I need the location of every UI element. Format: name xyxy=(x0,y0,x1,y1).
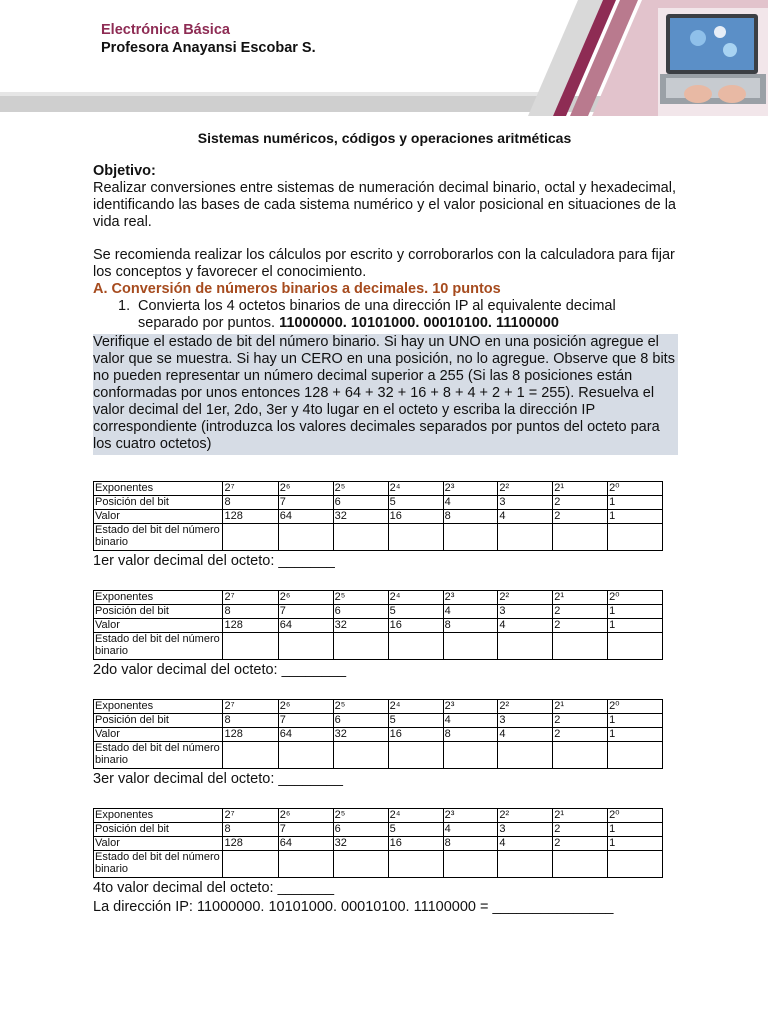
table-cell: 2³ xyxy=(443,482,498,496)
table-cell: 2¹ xyxy=(553,591,608,605)
bit-state-input-cell[interactable] xyxy=(333,742,388,769)
octet-table-3 xyxy=(93,699,663,769)
recommendation-text: Se recomienda realizar los cálculos por escrito y corroborarlos con la calculadora para fijar los conceptos y favorecer el conocimiento. xyxy=(93,247,675,280)
table-cell: 2 xyxy=(553,619,608,633)
octet-table-2 xyxy=(93,590,663,660)
course-title: Electrónica Básica xyxy=(101,22,230,38)
table-cell: 2⁰ xyxy=(608,700,663,714)
table-cell: 2 xyxy=(553,510,608,524)
table-row xyxy=(94,851,663,878)
bit-state-input-cell[interactable] xyxy=(553,851,608,878)
row-label: Posición del bit xyxy=(94,496,223,510)
table-cell: 2¹ xyxy=(553,809,608,823)
table-cell: 5 xyxy=(388,823,443,837)
bit-state-input-cell[interactable] xyxy=(278,851,333,878)
bit-state-input-cell[interactable] xyxy=(278,524,333,551)
row-label: Valor xyxy=(94,510,223,524)
bit-state-input-cell[interactable] xyxy=(608,851,663,878)
row-label: Posición del bit xyxy=(94,714,223,728)
table-row xyxy=(94,591,663,605)
table-cell: 8 xyxy=(443,837,498,851)
bit-state-input-cell[interactable] xyxy=(498,633,553,660)
table-cell: 64 xyxy=(278,510,333,524)
table-cell: 2² xyxy=(498,700,553,714)
table-cell: 8 xyxy=(443,510,498,524)
table-cell: 2⁴ xyxy=(388,591,443,605)
table-cell: 7 xyxy=(278,714,333,728)
table-row xyxy=(94,482,663,496)
table-row xyxy=(94,510,663,524)
bit-state-input-cell[interactable] xyxy=(333,524,388,551)
bit-state-input-cell[interactable] xyxy=(443,524,498,551)
table-cell: 2⁵ xyxy=(333,591,388,605)
page-title: Sistemas numéricos, códigos y operaciones aritméticas xyxy=(197,130,572,146)
table-cell: 128 xyxy=(223,510,278,524)
table-cell: 6 xyxy=(333,496,388,510)
list-item-1 xyxy=(93,298,676,332)
table-cell: 2⁷ xyxy=(223,809,278,823)
table-cell: 2¹ xyxy=(553,700,608,714)
row-label: Estado del bit del número binario xyxy=(94,633,223,660)
table-cell: 1 xyxy=(608,728,663,742)
table-cell: 2⁷ xyxy=(223,700,278,714)
table-cell: 2³ xyxy=(443,591,498,605)
table-cell: 6 xyxy=(333,714,388,728)
table-cell: 3 xyxy=(498,823,553,837)
table-row xyxy=(94,524,663,551)
table-cell: 32 xyxy=(333,728,388,742)
document-header xyxy=(0,0,768,116)
row-label: Valor xyxy=(94,728,223,742)
bit-state-input-cell[interactable] xyxy=(333,633,388,660)
table-cell: 2⁶ xyxy=(278,700,333,714)
table-cell: 5 xyxy=(388,605,443,619)
table-cell: 2⁷ xyxy=(223,482,278,496)
table-cell: 2⁵ xyxy=(333,809,388,823)
list-item-number: 1. xyxy=(118,298,131,314)
bit-state-input-cell[interactable] xyxy=(608,524,663,551)
octet-table-1 xyxy=(93,481,663,551)
table-cell: 128 xyxy=(223,728,278,742)
table-cell: 4 xyxy=(498,728,553,742)
table-cell: 1 xyxy=(608,619,663,633)
table-cell: 2 xyxy=(553,837,608,851)
objective-label: Objetivo: xyxy=(93,163,156,179)
table-cell: 1 xyxy=(608,496,663,510)
table-cell: 2³ xyxy=(443,700,498,714)
table-row xyxy=(94,742,663,769)
row-label: Posición del bit xyxy=(94,823,223,837)
octet-answer-line: 1er valor decimal del octeto: _______ xyxy=(93,553,335,569)
row-label: Exponentes xyxy=(94,809,223,823)
table-cell: 6 xyxy=(333,823,388,837)
octet-tables xyxy=(93,481,676,897)
final-ip-line: La dirección IP: 11000000. 10101000. 00010100. 11100000 = _______________ xyxy=(93,899,614,915)
table-row xyxy=(94,837,663,851)
table-cell: 2⁶ xyxy=(278,591,333,605)
table-cell: 1 xyxy=(608,605,663,619)
table-cell: 64 xyxy=(278,837,333,851)
bit-state-input-cell[interactable] xyxy=(553,742,608,769)
table-cell: 64 xyxy=(278,728,333,742)
table-row xyxy=(94,809,663,823)
table-cell: 7 xyxy=(278,823,333,837)
table-cell: 7 xyxy=(278,605,333,619)
table-cell: 16 xyxy=(388,510,443,524)
table-cell: 32 xyxy=(333,510,388,524)
bit-state-input-cell[interactable] xyxy=(443,851,498,878)
table-cell: 2⁰ xyxy=(608,482,663,496)
bit-state-input-cell[interactable] xyxy=(223,742,278,769)
table-cell: 8 xyxy=(223,823,278,837)
bit-state-input-cell[interactable] xyxy=(223,633,278,660)
table-cell: 64 xyxy=(278,619,333,633)
bit-state-input-cell[interactable] xyxy=(388,524,443,551)
table-row xyxy=(94,619,663,633)
table-cell: 8 xyxy=(443,619,498,633)
table-cell: 5 xyxy=(388,496,443,510)
row-label: Estado del bit del número binario xyxy=(94,851,223,878)
table-cell: 2⁵ xyxy=(333,482,388,496)
document-body xyxy=(93,130,676,916)
table-cell: 4 xyxy=(443,496,498,510)
bit-state-input-cell[interactable] xyxy=(498,742,553,769)
table-cell: 8 xyxy=(223,714,278,728)
table-cell: 3 xyxy=(498,605,553,619)
table-cell: 4 xyxy=(443,605,498,619)
table-cell: 2⁷ xyxy=(223,591,278,605)
table-cell: 8 xyxy=(443,728,498,742)
octet-answer-line: 4to valor decimal del octeto: _______ xyxy=(93,880,335,896)
table-cell: 2² xyxy=(498,482,553,496)
table-row xyxy=(94,700,663,714)
table-cell: 3 xyxy=(498,496,553,510)
table-cell: 8 xyxy=(223,605,278,619)
table-cell: 4 xyxy=(498,510,553,524)
section-a-heading: A. Conversión de números binarios a decimales. 10 puntos xyxy=(93,281,501,297)
table-cell: 4 xyxy=(443,714,498,728)
bit-state-input-cell[interactable] xyxy=(443,742,498,769)
table-cell: 128 xyxy=(223,837,278,851)
table-cell: 2⁰ xyxy=(608,591,663,605)
bit-state-input-cell[interactable] xyxy=(388,742,443,769)
table-cell: 16 xyxy=(388,619,443,633)
table-cell: 6 xyxy=(333,605,388,619)
row-label: Exponentes xyxy=(94,482,223,496)
table-cell: 2 xyxy=(553,496,608,510)
bit-state-input-cell[interactable] xyxy=(608,742,663,769)
table-cell: 2⁴ xyxy=(388,809,443,823)
table-row xyxy=(94,633,663,660)
bit-state-input-cell[interactable] xyxy=(443,633,498,660)
bit-state-input-cell[interactable] xyxy=(333,851,388,878)
table-cell: 2¹ xyxy=(553,482,608,496)
bit-state-input-cell[interactable] xyxy=(223,851,278,878)
table-cell: 2⁶ xyxy=(278,482,333,496)
octet-answer-line: 3er valor decimal del octeto: ________ xyxy=(93,771,343,787)
row-label: Estado del bit del número binario xyxy=(94,742,223,769)
table-cell: 1 xyxy=(608,823,663,837)
row-label: Valor xyxy=(94,619,223,633)
table-cell: 2⁴ xyxy=(388,700,443,714)
list-item-text: Convierta los 4 octetos binarios de una dirección IP al equivalente decimal separado por puntos. xyxy=(138,298,616,331)
bit-state-input-cell[interactable] xyxy=(223,524,278,551)
laptop-image xyxy=(658,8,768,116)
row-label: Exponentes xyxy=(94,591,223,605)
bit-state-input-cell[interactable] xyxy=(388,851,443,878)
table-cell: 5 xyxy=(388,714,443,728)
table-cell: 2⁵ xyxy=(333,700,388,714)
table-cell: 4 xyxy=(443,823,498,837)
table-row xyxy=(94,605,663,619)
row-label: Valor xyxy=(94,837,223,851)
row-label: Posición del bit xyxy=(94,605,223,619)
table-cell: 32 xyxy=(333,619,388,633)
table-row xyxy=(94,823,663,837)
table-cell: 3 xyxy=(498,714,553,728)
bit-state-input-cell[interactable] xyxy=(553,633,608,660)
table-cell: 2² xyxy=(498,809,553,823)
table-cell: 2 xyxy=(553,714,608,728)
objective-text: Realizar conversiones entre sistemas de numeración decimal binario, octal y hexadecimal, identificando las bases de cada sistema numérico y el valor posicional en situaciones de la vida real. xyxy=(93,180,676,230)
table-cell: 8 xyxy=(223,496,278,510)
row-label: Exponentes xyxy=(94,700,223,714)
professor-name: Profesora Anayansi Escobar S. xyxy=(101,40,316,56)
table-cell: 2 xyxy=(553,605,608,619)
table-cell: 2⁰ xyxy=(608,809,663,823)
bit-state-input-cell[interactable] xyxy=(498,851,553,878)
table-cell: 2⁴ xyxy=(388,482,443,496)
table-cell: 2³ xyxy=(443,809,498,823)
bit-state-input-cell[interactable] xyxy=(278,742,333,769)
table-cell: 32 xyxy=(333,837,388,851)
table-cell: 4 xyxy=(498,837,553,851)
bit-state-input-cell[interactable] xyxy=(608,633,663,660)
table-cell: 2 xyxy=(553,728,608,742)
table-cell: 1 xyxy=(608,714,663,728)
table-cell: 2² xyxy=(498,591,553,605)
table-cell: 1 xyxy=(608,510,663,524)
table-cell: 2⁶ xyxy=(278,809,333,823)
table-row xyxy=(94,496,663,510)
table-row xyxy=(94,714,663,728)
instructions-box: Verifique el estado de bit del número binario. Si hay un UNO en una posición agregue el valor que se muestra. Si hay un CERO en una posición, no lo agregue. Observe que 8 bits no pueden representar un número decimal superior a 255 (Si las 8 posiciones están conformadas por unos entonces 128 + 64 + 32 + 16 + 8 + 4 + 2 + 1 = 255). Resuelva el valor decimal del 1er, 2do, 3er y 4to lugar en el octeto y escriba la dirección IP correspondiente (introduzca los valores decimales separados por puntos del octeto para los cuatro octetos) xyxy=(93,334,678,455)
octet-answer-line: 2do valor decimal del octeto: ________ xyxy=(93,662,347,678)
octet-table-4 xyxy=(93,808,663,878)
table-cell: 128 xyxy=(223,619,278,633)
table-row xyxy=(94,728,663,742)
table-cell: 1 xyxy=(608,837,663,851)
table-cell: 4 xyxy=(498,619,553,633)
table-cell: 7 xyxy=(278,496,333,510)
bit-state-input-cell[interactable] xyxy=(553,524,608,551)
bit-state-input-cell[interactable] xyxy=(278,633,333,660)
bit-state-input-cell[interactable] xyxy=(498,524,553,551)
table-cell: 16 xyxy=(388,728,443,742)
table-cell: 16 xyxy=(388,837,443,851)
row-label: Estado del bit del número binario xyxy=(94,524,223,551)
bit-state-input-cell[interactable] xyxy=(388,633,443,660)
ip-octets: 11000000. 10101000. 00010100. 11100000 xyxy=(279,315,559,331)
table-cell: 2 xyxy=(553,823,608,837)
